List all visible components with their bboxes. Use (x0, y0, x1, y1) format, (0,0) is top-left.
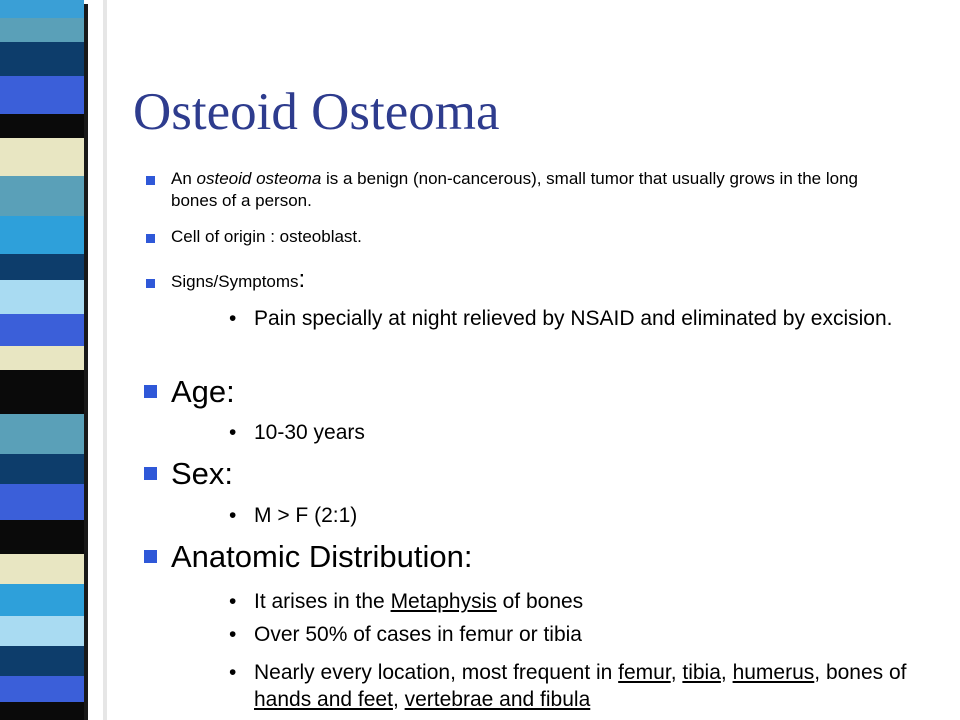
distribution-item-percent: Over 50% of cases in femur or tibia (254, 623, 582, 646)
distribution-text: It arises in the (254, 590, 391, 613)
bullet-square-icon (144, 467, 157, 480)
bullet-dot-icon: • (229, 307, 237, 330)
sex-item: M > F (2:1) (254, 504, 358, 527)
definition-term: osteoid osteoma (196, 169, 322, 188)
bullet-anatomic-distribution: Anatomic Distribution: (171, 539, 473, 574)
femur-link[interactable]: femur (618, 661, 671, 684)
separator: , (670, 661, 683, 684)
bullet-dot-icon: • (229, 661, 237, 684)
bullet-definition (171, 168, 891, 212)
signs-label: Signs/Symptoms (171, 272, 299, 291)
decorative-strip (0, 0, 108, 720)
separator: , (392, 688, 405, 711)
bullet-square-icon (144, 385, 157, 398)
distribution-item-metaphysis (254, 588, 583, 615)
bullet-age: Age: (171, 374, 235, 409)
bullet-dot-icon: • (229, 504, 237, 527)
signs-item: Pain specially at night relieved by NSAID and eliminated by excision. (254, 307, 893, 330)
distribution-text: Nearly every location, most frequent in (254, 661, 619, 684)
bullet-square-icon (146, 234, 155, 243)
hands-and-feet-link[interactable]: hands and feet (254, 688, 393, 711)
definition-text-start: An (171, 169, 197, 188)
definition-text-end: is a benign (non-cancerous), small tumor that usually grows in the long bones of a person. (171, 169, 858, 210)
vertebrae-fibula-link[interactable]: vertebrae and fibula (404, 688, 591, 711)
separator: , (720, 661, 733, 684)
bullet-square-icon (144, 550, 157, 563)
slide-title: Osteoid Osteoma (133, 83, 500, 141)
metaphysis-link[interactable]: Metaphysis (390, 590, 497, 613)
bullet-dot-icon: • (229, 590, 237, 613)
signs-colon: : (298, 266, 306, 293)
age-item: 10-30 years (254, 421, 365, 444)
separator: , bones of (814, 661, 907, 684)
bullet-dot-icon: • (229, 623, 237, 646)
bullet-signs-symptoms (171, 266, 891, 293)
tibia-link[interactable]: tibia (682, 661, 721, 684)
bullet-cell-origin: Cell of origin : osteoblast. (171, 227, 362, 246)
distribution-item-locations (254, 659, 934, 713)
bullet-dot-icon: • (229, 421, 237, 444)
bullet-square-icon (146, 176, 155, 185)
bullet-sex: Sex: (171, 456, 234, 491)
bullet-square-icon (146, 279, 155, 288)
distribution-text: of bones (496, 590, 584, 613)
humerus-link[interactable]: humerus (732, 661, 815, 684)
